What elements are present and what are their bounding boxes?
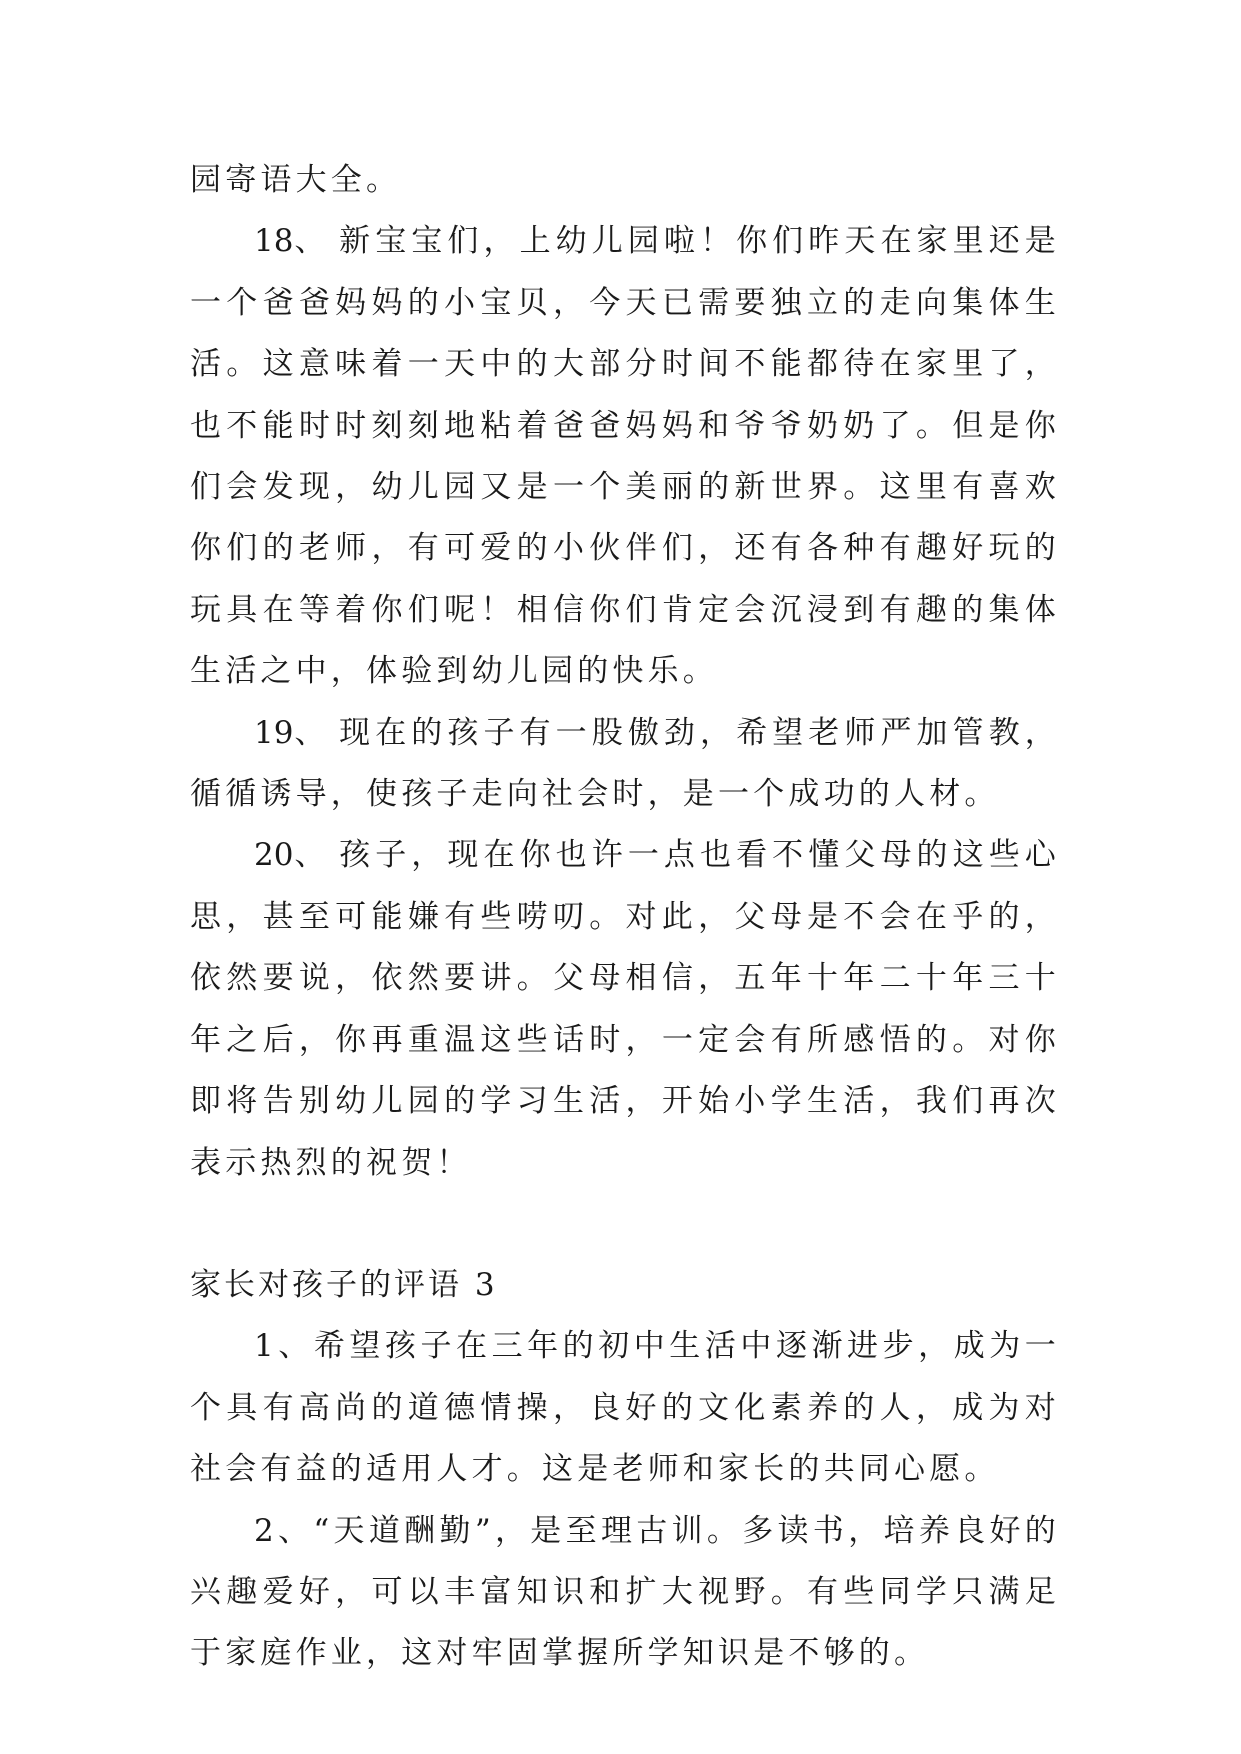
item-text: 1、希望孩子在三年的初中生活中逐渐进步，成为一个具有高尚的道德情操，良好的文化素养的人，成为对社会有益的适用人才。这是老师和家长的共同心愿。 xyxy=(190,1328,1060,1488)
item-text: 新宝宝们，上幼儿园啦！你们昨天在家里还是一个爸爸妈妈的小宝贝，今天已需要独立的走向集体生活。这意味着一天中的大部分时间不能都待在家里了，也不能时时刻刻地粘着爸爸妈妈和爷爷奶奶了。但是你们会发现，幼儿园又是一个美丽的新世界。这里有喜欢你们的老师，有可爱的小伙伴们，还有各种有趣好玩的玩具在等着你们呢！相信你们肯定会沉浸到有趣的集体生活之中，体验到幼儿园的快乐。 xyxy=(190,223,1061,690)
section-heading: 家长对孩子的评语 3 xyxy=(190,1266,498,1303)
item-number: 19、 xyxy=(254,714,327,751)
item-text: 2、“天道酬勤”，是至理古训。多读书，培养良好的兴趣爱好，可以丰富知识和扩大视野。有些同学只满足于家庭作业，这对牢固掌握所学知识是不够的。 xyxy=(190,1512,1060,1672)
list-item-18 xyxy=(190,211,1060,702)
item-text: 现在的孩子有一股傲劲，希望老师严加管教，循循诱导，使孩子走向社会时，是一个成功的人材。 xyxy=(190,714,1061,813)
paragraph-text: 园寄语大全。 xyxy=(190,162,402,198)
list-item-19 xyxy=(190,703,1060,826)
list-item-20 xyxy=(190,825,1060,1193)
list-item-2 xyxy=(190,1501,1060,1685)
list-item-1 xyxy=(190,1316,1060,1500)
item-number: 20、 xyxy=(254,837,327,874)
item-text: 孩子，现在你也许一点也看不懂父母的这些心思，甚至可能嫌有些唠叨。对此，父母是不会在乎的，依然要说，依然要讲。父母相信，五年十年二十年三十年之后，你再重温这些话时，一定会有所感悟的。对你即将告别幼儿园的学习生活，开始小学生活，我们再次表示热烈的祝贺！ xyxy=(190,837,1061,1181)
item-number: 18、 xyxy=(254,223,327,260)
paragraph-continuation xyxy=(190,150,1060,211)
document-body xyxy=(190,150,1060,1685)
